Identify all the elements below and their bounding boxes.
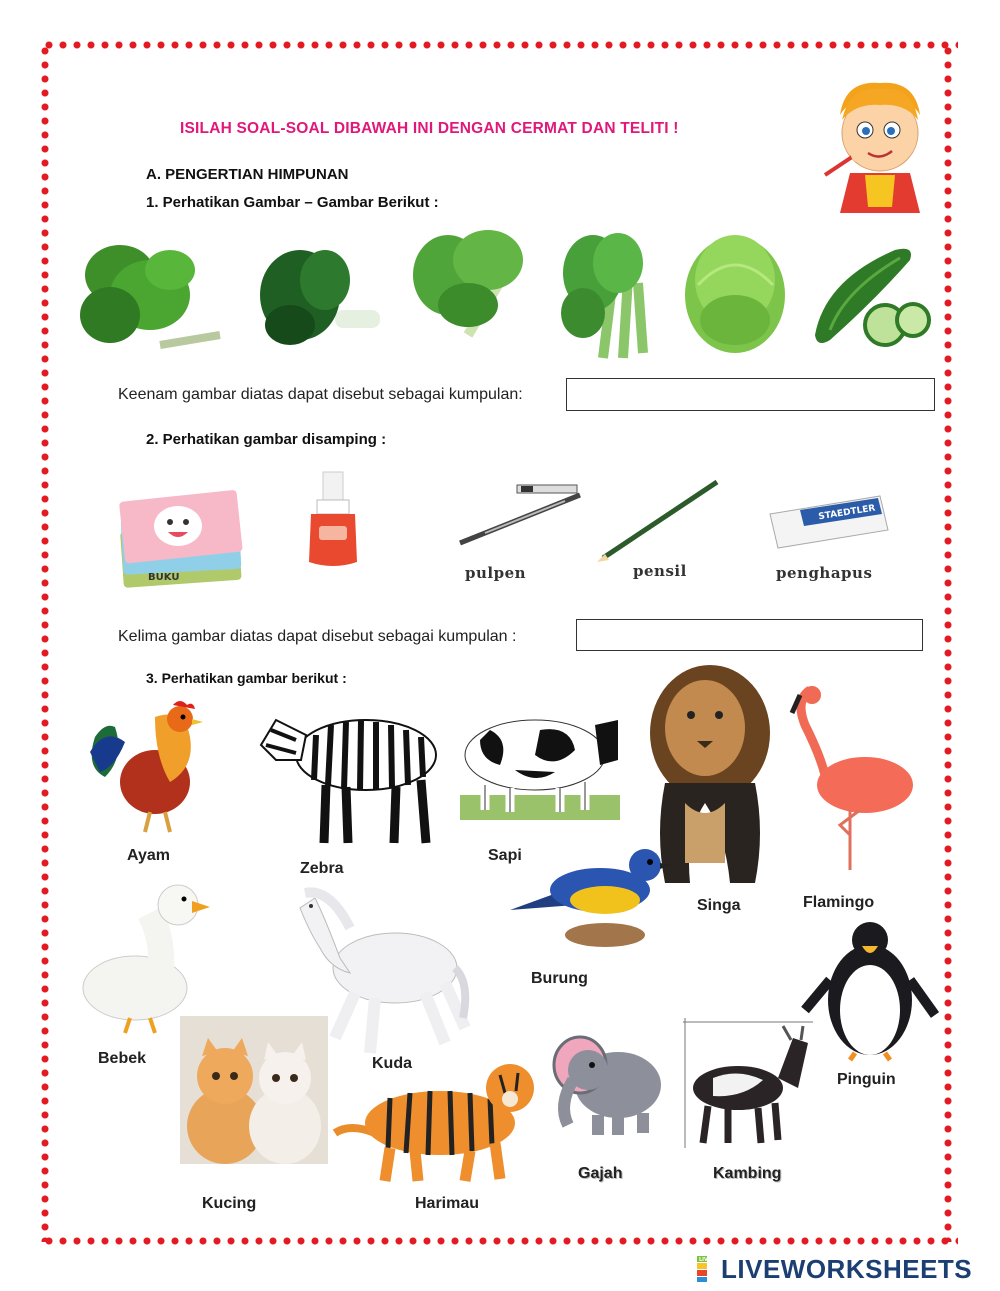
ayam-icon (85, 697, 210, 837)
section-a-heading: A. PENGERTIAN HIMPUNAN (146, 166, 349, 183)
liveworksheets-logo-icon (697, 1256, 719, 1282)
q3-prompt: 3. Perhatikan gambar berikut : (146, 670, 347, 686)
q1-prompt: 1. Perhatikan Gambar – Gambar Berikut : (146, 194, 439, 211)
pulpen-label: pulpen (465, 564, 527, 582)
pulpen-icon (455, 483, 595, 553)
notebook-label: BUKU (148, 572, 180, 583)
sapi-label: Sapi (488, 847, 522, 864)
kangkung-icon (408, 225, 533, 345)
bebek-label: Bebek (98, 1050, 147, 1067)
flamingo-label: Flamingo (803, 894, 875, 911)
q2-answer-field[interactable] (576, 619, 923, 651)
pensil-icon (595, 478, 725, 563)
boy-mascot-icon (820, 75, 930, 215)
correction-fluid-icon (303, 470, 363, 570)
worksheet-title: ISILAH SOAL-SOAL DIBAWAH INI DENGAN CERMAT DAN TELITI ! (180, 120, 679, 137)
q1-question: Keenam gambar diatas dapat disebut sebagai kumpulan: (118, 386, 523, 403)
pinguin-label: Pinguin (837, 1071, 896, 1088)
notebook-icon (118, 488, 248, 588)
timun-icon (805, 240, 935, 350)
border-top (42, 40, 958, 50)
border-left (40, 44, 50, 1242)
ayam-label: Ayam (127, 847, 170, 864)
penghapus-label: penghapus (776, 564, 873, 582)
q2-question: Kelima gambar diatas dapat disebut sebagai kumpulan : (118, 628, 517, 645)
kuda-label: Kuda (372, 1055, 412, 1072)
sapi-icon (460, 710, 620, 820)
seledri-icon (553, 228, 668, 358)
kucing-icon (180, 1016, 330, 1166)
kambing-icon (683, 1018, 813, 1148)
singa-label: Singa (697, 897, 741, 914)
eraser-brand: STAEDTLER (817, 503, 877, 523)
q2-prompt: 2. Perhatikan gambar disamping : (146, 431, 387, 448)
bebek-icon (80, 883, 210, 1033)
penghapus-icon (760, 492, 895, 552)
gajah-icon (548, 1025, 673, 1140)
burung-icon (505, 845, 670, 950)
selada-icon (678, 225, 793, 355)
zebra-icon (256, 705, 441, 845)
flamingo-icon (790, 685, 915, 870)
border-bottom (42, 1236, 958, 1246)
kucing-label: Kucing (202, 1195, 257, 1212)
kambing-label: Kambing (713, 1165, 782, 1182)
zebra-label: Zebra (300, 860, 344, 877)
pensil-label: pensil (633, 562, 687, 580)
q1-answer-field[interactable] (566, 378, 935, 411)
liveworksheets-brand[interactable]: LIVEWORKSHEETS (721, 1254, 973, 1284)
harimau-icon (330, 1053, 540, 1183)
pinguin-icon (800, 920, 940, 1060)
logo-letters: LIVE (699, 1257, 712, 1263)
border-right (943, 44, 953, 1242)
sawi-icon (255, 240, 395, 360)
burung-label: Burung (531, 970, 588, 987)
bayam-icon (70, 225, 230, 355)
gajah-label: Gajah (578, 1165, 623, 1182)
harimau-label: Harimau (415, 1195, 480, 1212)
